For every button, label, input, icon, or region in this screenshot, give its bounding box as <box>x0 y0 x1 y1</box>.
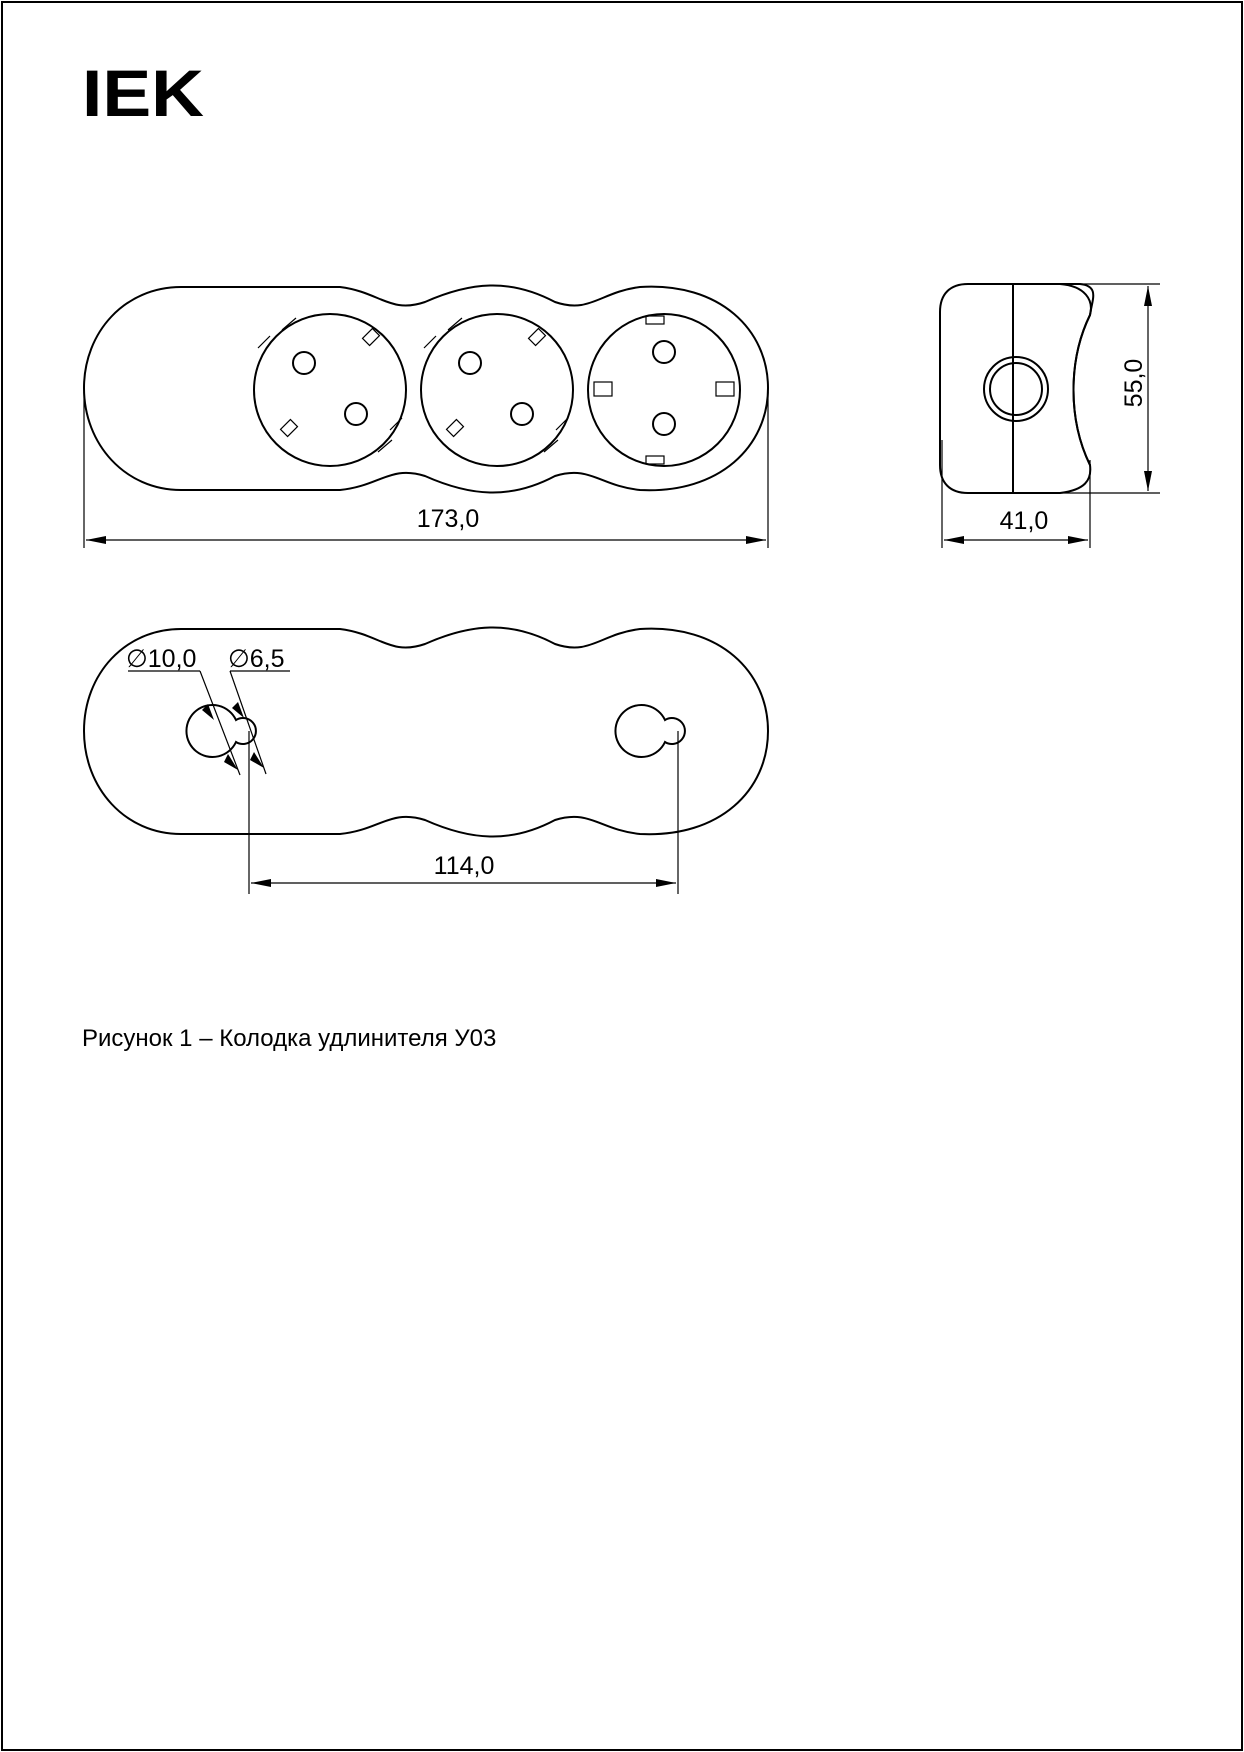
hole-spacing-dimension <box>249 731 678 894</box>
socket-3 <box>588 314 740 466</box>
front-view <box>84 285 768 548</box>
hole-spacing-label: 114,0 <box>433 852 495 880</box>
side-view <box>940 284 1160 548</box>
height-label: 55,0 <box>1120 358 1148 408</box>
depth-label: 41,0 <box>999 507 1049 535</box>
iek-logo <box>82 56 204 130</box>
height-dimension <box>1040 284 1160 493</box>
keyhole-right <box>615 705 684 757</box>
cable-entry-inner <box>990 363 1042 415</box>
sheet-border <box>2 2 1242 1750</box>
hole-diameter-leaders <box>126 645 290 775</box>
side-body-outline <box>940 284 1093 493</box>
bottom-view <box>84 627 768 894</box>
hole-large-label: ∅10,0 <box>126 645 197 673</box>
socket-2 <box>421 314 573 466</box>
logo-text: IEK <box>82 56 205 130</box>
width-label: 173,0 <box>416 505 480 533</box>
hole-small-label: ∅6,5 <box>228 645 285 673</box>
front-body-outline <box>84 285 768 492</box>
keyhole-left <box>186 705 255 757</box>
socket-1 <box>254 314 406 466</box>
figure-caption: Рисунок 1 – Колодка удлинителя У03 <box>82 1025 497 1052</box>
cable-entry-outer <box>984 357 1048 421</box>
